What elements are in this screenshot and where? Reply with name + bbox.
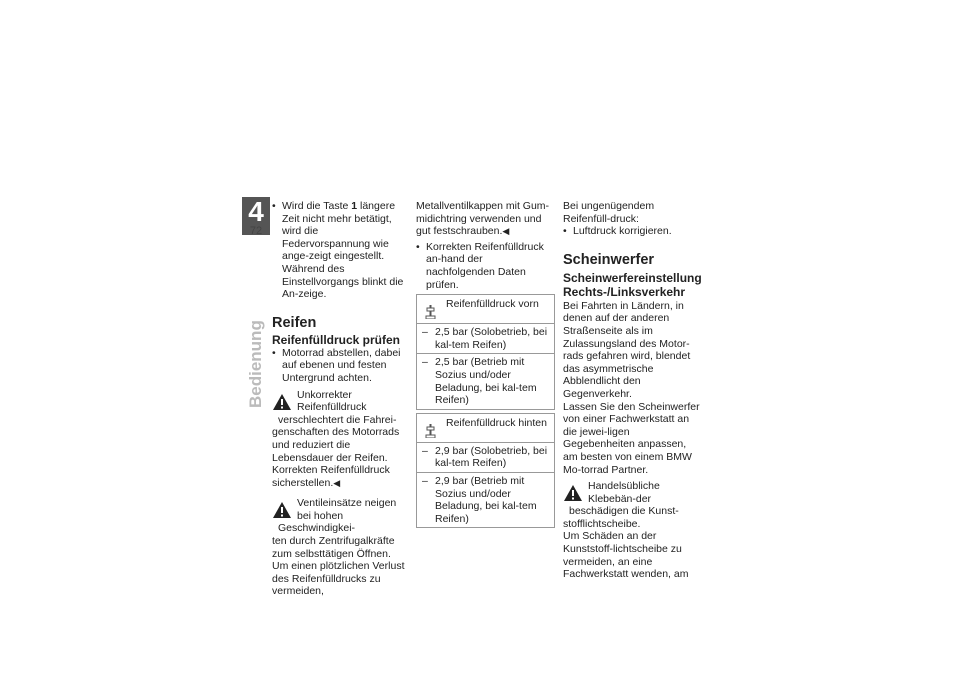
subsection-heading: Scheinwerfereinstellung Rechts-/Linksverkehr (563, 270, 702, 299)
dash-icon: – (422, 326, 428, 339)
warning-text: Um Schäden an der Kunststoff-lichtscheibe zu vermeiden, an eine Fachwerkstatt wenden, am (563, 530, 689, 581)
warning-text: Um einen plötzlichen Verlust des Reifenfülldrucks zu vermeiden, (272, 560, 405, 598)
dash-icon: – (422, 444, 428, 457)
spec-row: – 2,9 bar (Solobetrieb, bei kal-tem Reifen) (417, 443, 554, 473)
warning-triangle-icon (272, 393, 292, 411)
warning-text: ten durch Zentrifugalkräfte zum selbsttätigen Öffnen. (272, 535, 395, 560)
paragraph: Metallventilkappen mit Gum-midichtring verwenden und gut festschrauben. (416, 200, 550, 238)
end-marker-icon: ◀ (333, 477, 341, 488)
chapter-side-title (244, 320, 268, 408)
spec-row: – 2,9 bar (Betrieb mit Sozius und/oder Beladung, bei kal-tem Reifen) (422, 474, 537, 525)
page-number: 72 (249, 225, 263, 237)
section-heading: Reifen (272, 314, 317, 331)
bullet-icon: • (416, 240, 420, 253)
warning-text: Unkorrekter Reifenfülldruck verschlechtert die Fahrei- (278, 388, 397, 426)
warning-triangle-icon (563, 484, 583, 502)
list-item: • Luftdruck korrigieren. (563, 225, 672, 238)
warning-triangle-icon (272, 501, 292, 519)
warning-block (272, 497, 407, 598)
list-item: • Motorrad abstellen, dabei auf ebenen und festen Untergrund achten. (272, 346, 401, 384)
spec-table-header (417, 414, 554, 443)
column-3 (563, 200, 701, 581)
end-marker-icon: ◀ (502, 226, 510, 237)
warning-text: stofflichtscheibe. (563, 517, 641, 530)
column-1 (272, 200, 407, 598)
spec-table-header (417, 295, 554, 324)
warning-text: genschaften des Motorrads und reduziert die Lebensdauer der Reifen. (272, 426, 400, 464)
spec-row: – 2,5 bar (Solobetrieb, bei kal-tem Reifen) (417, 324, 554, 354)
tire-pressure-icon (425, 424, 436, 438)
chapter-number: 4 (248, 196, 264, 227)
key-number: 1 (351, 200, 358, 212)
section-heading: Scheinwerfer (563, 251, 655, 268)
bullet-icon: • (272, 200, 276, 212)
warning-block (563, 480, 701, 581)
list-item: • Wird die Taste 1 längere Zeit nicht mehr betätigt, wird die Federvorspannung wie ange-zeigt eingestellt. Während des Einstellvorgangs blinkt die An-zeige. (272, 200, 404, 301)
warning-text: Handelsübliche Klebebän-der beschädigen die Kunst- (569, 480, 679, 518)
dash-icon: – (422, 474, 428, 487)
warning-text: Ventileinsätze neigen bei hohen Geschwindigkei- (278, 497, 397, 535)
dash-icon: – (422, 356, 428, 369)
spec-table-front (416, 294, 555, 410)
spec-table-title: Reifenfülldruck hinten (446, 416, 547, 429)
paragraph: Bei ungenügendem Reifenfüll-druck: (563, 200, 655, 225)
warning-block (272, 389, 407, 490)
tire-pressure-icon (425, 305, 436, 319)
warning-text: Korrekten Reifenfülldruck sicherstellen. (272, 464, 390, 489)
spec-table-title: Reifenfülldruck vorn (446, 298, 539, 311)
list-item: • Korrekten Reifenfülldruck an-hand der nachfolgenden Daten prüfen. (416, 240, 544, 291)
spec-table-rear (416, 413, 555, 529)
bullet-icon: • (272, 346, 276, 359)
paragraph: Lassen Sie den Scheinwerfer von einer Fachwerkstatt an die jewei-ligen Gegebenheiten anpassen, am besten von einem BMW Mo-torrad Partner. (563, 400, 700, 476)
subsection-heading: Reifenfülldruck prüfen (272, 332, 401, 347)
bullet-icon: • (563, 225, 567, 238)
chapter-side-title-text: Bedienung (246, 320, 265, 408)
column-2 (416, 200, 554, 528)
spec-row: – 2,5 bar (Betrieb mit Sozius und/oder Beladung, bei kal-tem Reifen) (422, 356, 537, 407)
paragraph: Bei Fahrten in Ländern, in denen auf der anderen Straßenseite als im Zulassungsland des Motor-rads gefahren wird, blendet das asymmetrische Abblendlicht den Gegenverkehr. (563, 299, 691, 400)
